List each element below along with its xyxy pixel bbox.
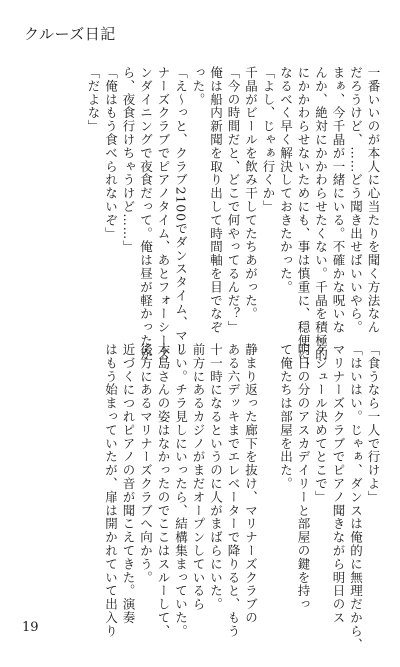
text-line: 十一時になるというのに人がまばらにいた。 — [208, 343, 224, 611]
text-line: 「はいはい。じゃぁ、ダンスは俺的に無理だから、 — [348, 343, 364, 652]
text-line: ら、夜食行けちゃうけど……」 — [121, 66, 136, 254]
text-line: 「今の時間だと、どこで何やってるんだ？」 — [226, 66, 241, 334]
text-line: 俺は船内新聞を取り出して時間軸を目でなぞ — [208, 66, 224, 334]
text-line: 静まり返った廊下を抜け、マリナーズクラブの — [243, 343, 259, 625]
text-line: て俺たちは部屋を出た。 — [278, 343, 294, 491]
page-number: 19 — [22, 620, 39, 635]
text-line: 明日の分のアスカデイリーと部屋の鍵を持っ — [296, 343, 311, 611]
text-line: 「だよな」 — [86, 66, 101, 133]
text-line: 木島さんの姿はなかったのでここはスルーして、 — [156, 343, 171, 638]
text-line: なるべく早く解決しておきたかった。 — [278, 66, 294, 294]
text-line: 前方にあるカジノがまだオープンしているら — [191, 343, 206, 611]
text-line: まぁ、今千晶が一緒にいる。不確かな呪いな — [331, 66, 346, 334]
blank-line — [260, 343, 278, 595]
text-line: ある六デッキまでエレベーターで降りると、もう — [226, 343, 241, 638]
text-line: 後方にあるマリナーズクラブへ向かう。 — [138, 343, 154, 585]
text-line: 「食うなら一人で行けよ」 — [366, 343, 381, 504]
text-line: マリナーズクラブでピアノ聞きながら明日のス — [331, 343, 346, 625]
text-line: ンダイニングで夜食だって。俺は昼が軽かったか — [138, 66, 154, 361]
text-line: 一番いいのが本人に心当たりを聞く方法なん — [366, 66, 381, 334]
text-line: にかかわらせないためにも、事は慎重に、穏便に、 — [296, 66, 311, 375]
text-line: った。 — [191, 66, 206, 107]
text-line: 「え〜っと、クラブ2100でダンスタイム、マリ — [173, 66, 189, 357]
text-line: ケジュール決めてとこで」 — [313, 343, 329, 504]
text-line: だろうけど、……どう聞き出せばいいやら。 — [348, 66, 364, 334]
text-line: 千晶がビールを飲み干してたちあがった。 — [243, 66, 259, 321]
page-title: クルーズ日記 — [24, 25, 116, 43]
text-line: 「俺はもう食べられないぞ」 — [103, 66, 119, 241]
text-line: ナーズクラブでピアノタイム、あとフォーシーズ — [156, 66, 171, 361]
text-line: はもう始まっていたが、扉は開かれていて出入り — [103, 343, 119, 638]
text-line: 近づくにつれピアノの音が聞こえてきた。演奏 — [121, 343, 136, 625]
text-line: 「よし、じゃぁ行くか」 — [261, 66, 276, 214]
text-block-top — [14, 66, 382, 375]
text-line: んか、絶対にかかわらせたくない。千晶を積極的 — [313, 66, 329, 361]
text-line: しい。チラ見しにいったら、結構集まっていた。 — [173, 343, 189, 638]
